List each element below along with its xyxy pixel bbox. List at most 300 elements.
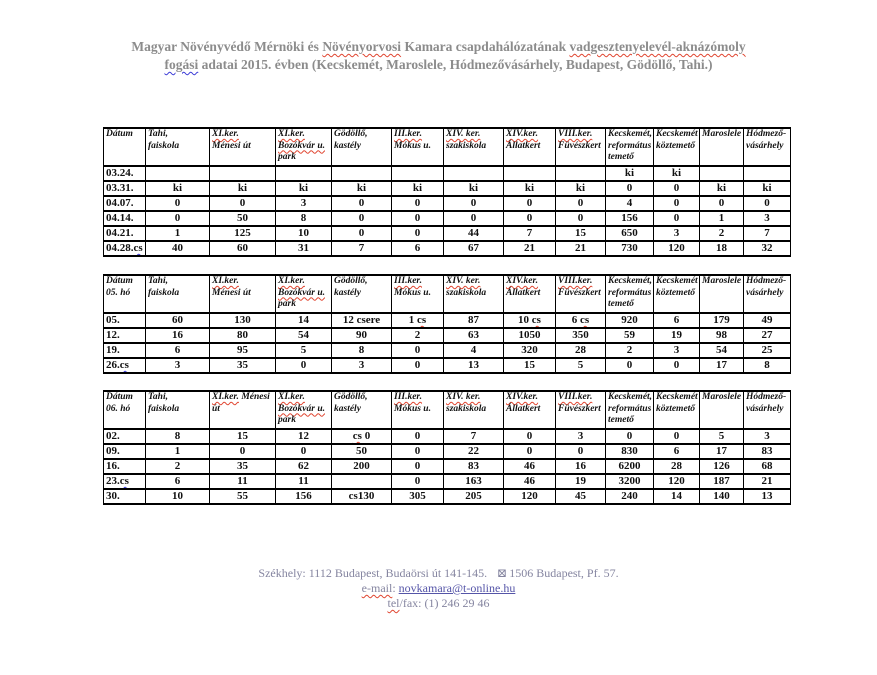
column-header-line [746, 288, 788, 300]
data-cell: 0 [392, 459, 444, 474]
data-cell: 19 [654, 328, 700, 343]
column-header-line [506, 392, 553, 404]
column-header-line [278, 299, 329, 311]
column-header-line [702, 392, 741, 404]
column-header-line [278, 276, 329, 288]
column-header-line [148, 141, 207, 153]
column-header-line [558, 404, 603, 416]
data-cell: 0 [654, 211, 700, 226]
data-cell: ki [146, 181, 210, 196]
text-segment: Kecskemét, [608, 129, 653, 139]
column-header-line [656, 129, 697, 141]
data-cell: 3 [744, 211, 791, 226]
column-header [146, 391, 210, 429]
text-segment: Maroslele [702, 392, 742, 402]
data-cell: 46 [504, 459, 556, 474]
text-segment: Állatkert [506, 287, 541, 298]
data-cell: 12 [276, 429, 332, 444]
data-cell: 19 [556, 474, 606, 489]
data-cell: 0 [556, 196, 606, 211]
spellcheck-squiggle-text: Bozókvár u. [278, 403, 325, 414]
text-segment: Dátum [106, 276, 133, 286]
spellcheck-squiggle-text: XIV. ker. [446, 276, 481, 286]
text-segment: Kecskemét [656, 276, 698, 286]
table-row [104, 474, 791, 489]
table-row [104, 343, 791, 358]
text-segment: Tahi, [148, 276, 168, 286]
data-cell: 8 [146, 429, 210, 444]
row-date-cell: 04.07. [104, 196, 146, 211]
data-cell: 205 [444, 489, 504, 504]
trap-catch-table-march-april [103, 127, 791, 257]
column-header-line [506, 129, 553, 141]
column-header-line [394, 141, 441, 153]
data-cell: 22 [444, 444, 504, 459]
trap-catch-table-may [103, 274, 791, 374]
table-row [104, 459, 791, 474]
data-cell: 50 [332, 444, 392, 459]
spellcheck-squiggle-text: cs [352, 430, 362, 442]
column-header-line [334, 404, 389, 416]
row-date-cell: 16. [104, 459, 146, 474]
column-header-line [558, 288, 603, 300]
spellcheck-squiggle-text: VIII.ker. [558, 129, 593, 139]
column-header [392, 391, 444, 429]
spellcheck-squiggle-text: cs [417, 314, 427, 326]
column-header-line [278, 141, 329, 153]
data-cell: 45 [556, 489, 606, 504]
data-cell: 0 [210, 196, 276, 211]
data-cell: 3 [654, 226, 700, 241]
text-segment: szakiskola [446, 403, 487, 414]
column-header [654, 391, 700, 429]
column-header-line [506, 276, 553, 288]
data-cell: 0 [332, 196, 392, 211]
column-header [700, 275, 744, 313]
data-cell: 0 [332, 211, 392, 226]
data-cell: 0 [504, 429, 556, 444]
data-cell: ki [332, 181, 392, 196]
row-date-cell [104, 474, 146, 489]
text-segment: park [278, 152, 296, 162]
column-header-line [212, 129, 273, 141]
column-header [744, 275, 791, 313]
data-cell: 1 [146, 226, 210, 241]
column-header-line [394, 404, 441, 416]
data-cell: 16 [146, 328, 210, 343]
data-cell [444, 166, 504, 181]
column-header-line [608, 415, 651, 427]
column-header-line [608, 152, 651, 164]
data-cell: 11 [276, 474, 332, 489]
text-segment: Maroslele [702, 129, 742, 139]
text-segment: református [608, 140, 652, 151]
column-header-line [148, 288, 207, 300]
text-segment: Gödöllő, [334, 392, 368, 402]
data-cell: 140 [700, 489, 744, 504]
footer-telfax-line [0, 596, 877, 611]
data-cell [700, 166, 744, 181]
column-header-line [656, 404, 697, 416]
data-cell: 730 [606, 241, 654, 256]
text-segment: Állatkert [506, 403, 541, 414]
row-date-cell: 03.31. [104, 181, 146, 196]
data-cell: 32 [744, 241, 791, 256]
column-header-line [608, 288, 651, 300]
title-line-2 [0, 56, 877, 74]
data-cell: 40 [146, 241, 210, 256]
data-cell: 2 [392, 328, 444, 343]
row-date-cell [104, 358, 146, 373]
column-header-line [106, 404, 143, 416]
row-date-cell: 19. [104, 343, 146, 358]
data-cell: 49 [744, 313, 791, 328]
email-link[interactable]: novkamara@t-online.hu [398, 581, 516, 595]
data-cell: 16 [556, 459, 606, 474]
text-segment: Gödöllő, [334, 129, 368, 139]
column-header-line [656, 392, 697, 404]
data-cell: 6 [654, 444, 700, 459]
spellcheck-squiggle-text: Bozókvár u. [278, 140, 325, 151]
column-header [654, 275, 700, 313]
column-header [276, 128, 332, 166]
text-segment: Füvészkert [558, 403, 601, 414]
column-header-line [106, 276, 143, 288]
data-cell: 2 [146, 459, 210, 474]
column-header-line [702, 129, 741, 141]
column-header-line [212, 404, 273, 416]
text-segment: kastély [334, 140, 361, 151]
spellcheck-squiggle-text: cs [531, 314, 541, 326]
text-segment: szakiskola [446, 140, 487, 151]
data-cell: 2 [700, 226, 744, 241]
data-cell: ki [210, 181, 276, 196]
data-cell [392, 166, 444, 181]
data-cell: 0 [146, 211, 210, 226]
column-header-line [656, 276, 697, 288]
text-segment: Kecskemét, [608, 276, 653, 286]
text-segment: temető [608, 299, 634, 309]
data-cell: 126 [700, 459, 744, 474]
column-header [392, 128, 444, 166]
spellcheck-squiggle-text: XIV.ker. [506, 392, 539, 402]
data-cell: ki [744, 181, 791, 196]
column-header-line [334, 392, 389, 404]
data-cell [556, 313, 606, 328]
text-segment: Kecskemét [656, 392, 698, 402]
text-segment: Ménesi út [212, 287, 251, 298]
data-cell: 21 [744, 474, 791, 489]
text-segment: Dátum [106, 129, 133, 139]
footer-address-line [0, 566, 877, 581]
data-cell: 120 [504, 489, 556, 504]
data-cell: 305 [392, 489, 444, 504]
text-segment: Gödöllő, [334, 276, 368, 286]
data-cell: 55 [210, 489, 276, 504]
po-box-text: 1506 Budapest, Pf. 57. [509, 566, 619, 580]
column-header-line [106, 129, 143, 141]
column-header-line [212, 276, 273, 288]
data-cell: 8 [276, 211, 332, 226]
data-cell [332, 474, 392, 489]
column-header [744, 391, 791, 429]
column-header [276, 275, 332, 313]
data-cell: 54 [700, 343, 744, 358]
data-cell: 50 [210, 211, 276, 226]
spellcheck-squiggle-text: cs [133, 242, 143, 254]
column-header [556, 391, 606, 429]
column-header-line [608, 141, 651, 153]
column-header [444, 391, 504, 429]
data-cell: 3 [276, 196, 332, 211]
telfax-text [388, 596, 490, 610]
data-cell [210, 166, 276, 181]
column-header-line [394, 276, 441, 288]
column-header-line [278, 152, 329, 164]
text-segment: Mókus u. [394, 403, 431, 414]
data-cell: 35 [210, 459, 276, 474]
column-header [210, 391, 276, 429]
data-cell: 0 [744, 196, 791, 211]
text-segment: faiskola [148, 287, 180, 298]
footer [0, 566, 877, 611]
table-row [104, 328, 791, 343]
header-row [104, 275, 791, 313]
data-cell: 3200 [606, 474, 654, 489]
column-header [556, 275, 606, 313]
text-segment: Hódmező- [746, 129, 787, 139]
data-cell: 15 [504, 358, 556, 373]
spellcheck-squiggle-text: cs [119, 359, 129, 371]
text-segment: 23. [106, 475, 120, 487]
spellcheck-squiggle-text: Növényorvosi [322, 39, 402, 54]
text-segment: Ménesi út [212, 140, 251, 151]
text-segment: faiskola [148, 403, 180, 414]
column-header-line [278, 129, 329, 141]
column-header [276, 391, 332, 429]
text-segment: 05. hó [106, 287, 131, 298]
column-header-line [148, 404, 207, 416]
data-cell: 0 [392, 211, 444, 226]
spellcheck-squiggle-text: vadgesztenyelevél-aknázómoly [569, 39, 746, 54]
text-segment: Kamara csapdahálózatának [401, 39, 570, 54]
data-cell: 156 [276, 489, 332, 504]
text-segment: 10 [518, 314, 532, 326]
column-header-line [278, 415, 329, 427]
data-cell: 0 [700, 196, 744, 211]
column-header-line [106, 288, 143, 300]
column-header-line [558, 276, 603, 288]
column-header [392, 275, 444, 313]
data-cell: 67 [444, 241, 504, 256]
table-row [104, 241, 791, 256]
data-cell: 4 [444, 343, 504, 358]
data-cell: 7 [744, 226, 791, 241]
text-segment: református [608, 287, 652, 298]
text-segment: faiskola [148, 140, 180, 151]
column-header-line [278, 392, 329, 404]
column-header-line [506, 141, 553, 153]
column-header [332, 128, 392, 166]
header-row [104, 128, 791, 166]
text-segment: Magyar Növényvédő Mérnöki és [131, 39, 323, 54]
text-segment: park [278, 415, 296, 425]
column-header-line [334, 276, 389, 288]
data-cell [146, 166, 210, 181]
data-cell: 3 [654, 343, 700, 358]
table-row [104, 444, 791, 459]
text-segment: Dátum [106, 392, 133, 402]
data-cell [332, 429, 392, 444]
row-date-cell: 04.14. [104, 211, 146, 226]
data-cell: 0 [392, 196, 444, 211]
column-header-line [702, 276, 741, 288]
spellcheck-squiggle-text: XI.ker. [278, 392, 305, 402]
text-segment: 1 [408, 314, 418, 326]
data-cell: 7 [504, 226, 556, 241]
data-cell: 179 [700, 313, 744, 328]
data-cell: 7 [332, 241, 392, 256]
column-header-line [446, 404, 501, 416]
text-segment: : [392, 581, 399, 595]
text-segment: Füvészkert [558, 287, 601, 298]
data-cell: 320 [504, 343, 556, 358]
column-header-line [334, 288, 389, 300]
data-cell: 0 [392, 358, 444, 373]
column-header [210, 275, 276, 313]
text-segment: vásárhely [746, 403, 784, 414]
data-cell: 59 [606, 328, 654, 343]
text-segment: út [212, 403, 220, 414]
data-cell: ki [654, 166, 700, 181]
data-cell: 3 [332, 358, 392, 373]
column-header-line [608, 392, 651, 404]
column-header [744, 128, 791, 166]
data-cell: 0 [332, 226, 392, 241]
text-segment: Mókus u. [394, 287, 431, 298]
column-header [504, 391, 556, 429]
data-cell: 240 [606, 489, 654, 504]
data-cell: 0 [146, 196, 210, 211]
column-header-line [608, 129, 651, 141]
text-segment: Kecskemét [656, 129, 698, 139]
text-segment: temető [608, 415, 634, 425]
text-segment: adatai 2015. évben (Kecskemét, Maroslele, Hódmezővásárhely, Budapest, Gödöllő, Tahi.) [198, 57, 713, 72]
column-header-line [394, 392, 441, 404]
data-cell: 0 [392, 343, 444, 358]
column-header-line [608, 299, 651, 311]
column-header-line [746, 276, 788, 288]
data-cell: 3 [556, 429, 606, 444]
data-cell: 44 [444, 226, 504, 241]
data-cell: 1050 [504, 328, 556, 343]
data-cell: 1 [700, 211, 744, 226]
data-cell: 6 [654, 313, 700, 328]
data-cell: 4 [606, 196, 654, 211]
data-cell: 8 [744, 358, 791, 373]
data-cell: 10 [276, 226, 332, 241]
data-cell: 46 [504, 474, 556, 489]
column-header-line [746, 404, 788, 416]
data-cell: 17 [700, 444, 744, 459]
data-cell: 120 [654, 474, 700, 489]
table-row [104, 181, 791, 196]
data-cell [556, 166, 606, 181]
spellcheck-squiggle-text: XIV.ker. [506, 129, 539, 139]
column-header-line [394, 129, 441, 141]
row-date-cell: 02. [104, 429, 146, 444]
data-cell [504, 166, 556, 181]
footer-email-line [0, 581, 877, 596]
data-cell: 0 [654, 196, 700, 211]
text-segment: 06. hó [106, 403, 131, 414]
row-date-cell: 09. [104, 444, 146, 459]
column-header [504, 275, 556, 313]
data-cell: 14 [276, 313, 332, 328]
data-cell: 13 [444, 358, 504, 373]
column-header-line [558, 141, 603, 153]
data-cell: 28 [654, 459, 700, 474]
trap-catch-table-june [103, 390, 791, 505]
data-cell: 98 [700, 328, 744, 343]
data-cell: 17 [700, 358, 744, 373]
column-header-line [334, 141, 389, 153]
spellcheck-squiggle-text: cs [119, 475, 129, 487]
text-segment: vásárhely [746, 140, 784, 151]
table-row [104, 429, 791, 444]
data-cell: 6 [146, 474, 210, 489]
spellcheck-squiggle-text: cs [580, 314, 590, 326]
data-cell: 0 [504, 196, 556, 211]
data-cell: 12 csere [332, 313, 392, 328]
data-cell: 2 [606, 343, 654, 358]
column-header-line [656, 288, 697, 300]
text-segment: 6 [571, 314, 581, 326]
data-cell: 18 [700, 241, 744, 256]
text-segment: Hódmező- [746, 392, 787, 402]
data-cell: 650 [606, 226, 654, 241]
spellcheck-squiggle-text: VIII.ker. [558, 392, 593, 402]
spellcheck-squiggle-text: e-mail [361, 581, 393, 595]
column-header [556, 128, 606, 166]
column-header-line [746, 392, 788, 404]
column-header [444, 275, 504, 313]
column-header-line [446, 129, 501, 141]
column-header-line [148, 129, 207, 141]
data-cell: 3 [146, 358, 210, 373]
data-cell: ki [276, 181, 332, 196]
spellcheck-squiggle-text: XI.ker. [212, 276, 239, 286]
address-text: Székhely: 1112 Budapest, Budaörsi út 141-145. [258, 566, 488, 580]
data-cell: 0 [654, 181, 700, 196]
data-cell: 25 [744, 343, 791, 358]
data-cell: 920 [606, 313, 654, 328]
data-cell: 63 [444, 328, 504, 343]
column-header-line [746, 129, 788, 141]
column-header-line [506, 404, 553, 416]
data-cell: 10 [146, 489, 210, 504]
spellcheck-squiggle-text: Bozókvár u. [278, 287, 325, 298]
data-cell: 35 [210, 358, 276, 373]
table-row [104, 211, 791, 226]
data-cell: 62 [276, 459, 332, 474]
email-label [362, 581, 399, 595]
text-segment: kastély [334, 287, 361, 298]
text-segment: Tahi, [148, 392, 168, 402]
data-cell: 27 [744, 328, 791, 343]
data-cell: 11 [210, 474, 276, 489]
spellcheck-squiggle-text: XIV. ker. [446, 392, 481, 402]
